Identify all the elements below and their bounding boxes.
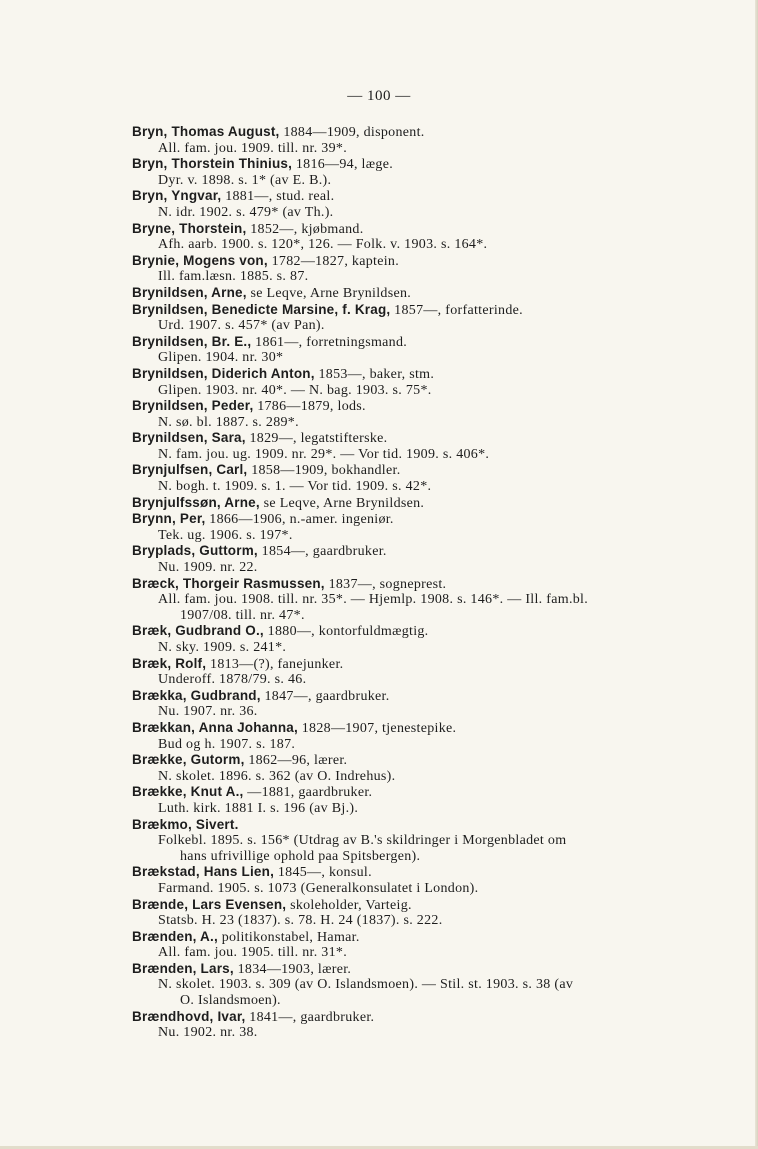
entry-name: Brækstad, Hans Lien, bbox=[132, 864, 275, 880]
entry-reference: Tek. ug. 1906. s. 197*. bbox=[158, 527, 293, 543]
entry-name: Brynildsen, Br. E., bbox=[132, 333, 252, 349]
entry-description: 1847—, gaardbruker. bbox=[260, 688, 390, 704]
entry-heading bbox=[132, 156, 722, 173]
entry-heading bbox=[132, 188, 722, 205]
entry-reference: Urd. 1907. s. 457* (av Pan). bbox=[158, 318, 325, 334]
entry-reference: N. bogh. t. 1909. s. 1. — Vor tid. 1909. s. 42*. bbox=[158, 479, 432, 495]
entry-description: 1841—, gaardbruker. bbox=[245, 1009, 375, 1025]
entry-reference: Dyr. v. 1898. s. 1* (av E. B.). bbox=[158, 172, 332, 188]
entry-reference: All. fam. jou. 1909. till. nr. 39*. bbox=[158, 140, 347, 156]
entry-name: Brynildsen, Sara, bbox=[132, 430, 246, 446]
entry-name: Bryn, Thorstein Thinius, bbox=[132, 156, 293, 172]
entry-heading bbox=[132, 576, 722, 593]
entry-name: Brynie, Mogens von, bbox=[132, 252, 268, 268]
entry-reference: Folkebl. 1895. s. 156* (Utdrag av B.'s skildringer i Morgenbladet om bbox=[158, 833, 567, 849]
entry-description: 1866—1906, n.-amer. ingeniør. bbox=[205, 512, 394, 528]
entry-name: Bræk, Rolf, bbox=[132, 655, 207, 671]
entry-description: politikonstabel, Hamar. bbox=[217, 929, 360, 945]
index-entry bbox=[132, 253, 722, 285]
index-entry bbox=[132, 366, 722, 398]
entry-heading bbox=[132, 334, 722, 351]
index-entry bbox=[132, 334, 722, 366]
entry-heading bbox=[132, 752, 722, 769]
entry-reference: N. sky. 1909. s. 241*. bbox=[158, 640, 287, 655]
entry-heading bbox=[132, 929, 722, 946]
entry-description: 1813—(?), fanejunker. bbox=[206, 656, 344, 672]
entry-heading bbox=[132, 864, 722, 881]
index-entry bbox=[132, 156, 722, 188]
entry-name: Brynjulfssøn, Arne, bbox=[132, 494, 260, 510]
entry-name: Brække, Knut A., bbox=[132, 784, 244, 800]
entry-heading bbox=[132, 495, 722, 512]
index-entry bbox=[132, 961, 722, 1009]
entry-description: se Leqve, Arne Brynildsen. bbox=[259, 495, 425, 511]
entry-reference: Underoff. 1878/79. s. 46. bbox=[158, 672, 307, 688]
index-entry bbox=[132, 817, 722, 865]
index-entry bbox=[132, 929, 722, 961]
entry-reference: Farmand. 1905. s. 1073 (Generalkonsulatet i London). bbox=[158, 880, 479, 896]
index-entry bbox=[132, 897, 722, 929]
entry-name: Brynildsen, Peder, bbox=[132, 398, 254, 414]
entry-name: Brække, Gutorm, bbox=[132, 752, 245, 768]
index-entry bbox=[132, 398, 722, 430]
entry-reference: Bud og h. 1907. s. 187. bbox=[158, 736, 296, 752]
index-entry bbox=[132, 124, 722, 156]
entry-heading bbox=[132, 720, 722, 737]
index-entry bbox=[132, 752, 722, 784]
index-entry bbox=[132, 285, 722, 302]
entry-reference: All. fam. jou. 1908. till. nr. 35*. — Hjemlp. 1908. s. 146*. — Ill. fam.bl. bbox=[158, 592, 589, 608]
entry-name: Bræk, Gudbrand O., bbox=[132, 623, 264, 639]
entry-reference: Nu. 1909. nr. 22. bbox=[158, 560, 258, 576]
entry-description: 1834—1903, lærer. bbox=[233, 961, 352, 977]
index-entry bbox=[132, 462, 722, 494]
entry-description: 1829—, legatstifterske. bbox=[245, 431, 388, 447]
entry-reference: hans ufrivillige ophold paa Spitsbergen). bbox=[180, 848, 421, 864]
entry-description: 1837—, sogneprest. bbox=[324, 576, 447, 592]
entry-description: 1816—94, læge. bbox=[292, 157, 394, 173]
entry-description: 1880—, kontorfuldmægtig. bbox=[263, 624, 429, 640]
entry-heading bbox=[132, 511, 722, 528]
entry-description: 1854—, gaardbruker. bbox=[257, 544, 387, 560]
entry-name: Brynildsen, Benedicte Marsine, f. Krag, bbox=[132, 301, 391, 317]
entry-name: Brækmo, Sivert. bbox=[132, 816, 239, 832]
page-number: — 100 — bbox=[347, 88, 411, 104]
entry-description: 1828—1907, tjenestepike. bbox=[297, 720, 457, 736]
entry-reference: Glipen. 1903. nr. 40*. — N. bag. 1903. s. 75*. bbox=[158, 382, 432, 398]
index-entry bbox=[132, 623, 722, 655]
entry-reference: Afh. aarb. 1900. s. 120*, 126. — Folk. v. 1903. s. 164*. bbox=[158, 237, 488, 253]
index-entry bbox=[132, 430, 722, 462]
entry-name: Brækka, Gudbrand, bbox=[132, 687, 261, 703]
entry-reference: N. skolet. 1896. s. 362 (av O. Indrehus). bbox=[158, 768, 396, 784]
entry-description: 1853—, baker, stm. bbox=[314, 366, 435, 382]
index-entry bbox=[132, 720, 722, 752]
index-entry bbox=[132, 656, 722, 688]
entry-description: 1786—1879, lods. bbox=[253, 399, 366, 415]
entry-reference: All. fam. jou. 1905. till. nr. 31*. bbox=[158, 945, 347, 961]
entry-heading bbox=[132, 285, 722, 302]
entry-description: 1857—, forfatterinde. bbox=[390, 302, 523, 318]
entry-heading bbox=[132, 897, 722, 914]
entry-description: skoleholder, Varteig. bbox=[286, 897, 412, 913]
entry-description: 1884—1909, disponent. bbox=[279, 125, 425, 140]
index-entry bbox=[132, 221, 722, 253]
index-entry bbox=[132, 302, 722, 334]
entry-description: 1858—1909, bokhandler. bbox=[247, 463, 401, 479]
entry-description: 1862—96, lærer. bbox=[244, 753, 348, 769]
entry-reference: Nu. 1902. nr. 38. bbox=[158, 1025, 258, 1041]
entry-heading bbox=[132, 124, 722, 141]
entry-heading bbox=[132, 688, 722, 705]
entry-heading bbox=[132, 302, 722, 319]
entry-heading bbox=[132, 961, 722, 978]
entry-heading bbox=[132, 253, 722, 270]
entry-description: se Leqve, Arne Brynildsen. bbox=[246, 285, 412, 301]
entry-name: Bryn, Yngvar, bbox=[132, 188, 222, 204]
entry-reference: O. Islandsmoen). bbox=[180, 993, 281, 1009]
entry-heading bbox=[132, 784, 722, 801]
entry-reference: Luth. kirk. 1881 I. s. 196 (av Bj.). bbox=[158, 800, 359, 816]
entry-description: 1852—, kjøbmand. bbox=[246, 221, 364, 237]
index-entry bbox=[132, 864, 722, 896]
entry-name: Brændhovd, Ivar, bbox=[132, 1008, 246, 1024]
entry-reference: Ill. fam.læsn. 1885. s. 87. bbox=[158, 269, 309, 285]
entry-name: Brækkan, Anna Johanna, bbox=[132, 719, 298, 735]
entry-heading bbox=[132, 1009, 722, 1026]
index-entries bbox=[132, 124, 722, 1041]
entry-heading bbox=[132, 543, 722, 560]
entry-name: Bryplads, Guttorm, bbox=[132, 543, 258, 559]
entry-reference: Glipen. 1904. nr. 30* bbox=[158, 350, 284, 366]
entry-heading bbox=[132, 221, 722, 238]
index-entry bbox=[132, 511, 722, 543]
entry-description: —1881, gaardbruker. bbox=[243, 785, 373, 801]
entry-name: Brynn, Per, bbox=[132, 511, 206, 527]
index-entry bbox=[132, 1009, 722, 1041]
entry-description: 1782—1827, kaptein. bbox=[267, 253, 400, 269]
entry-description: 1845—, konsul. bbox=[274, 865, 372, 881]
entry-reference: 1907/08. till. nr. 47*. bbox=[180, 607, 305, 623]
index-entry bbox=[132, 784, 722, 816]
entry-heading bbox=[132, 398, 722, 415]
entry-heading bbox=[132, 366, 722, 383]
entry-reference: N. fam. jou. ug. 1909. nr. 29*. — Vor tid. 1909. s. 406*. bbox=[158, 446, 490, 462]
entry-reference: N. idr. 1902. s. 479* (av Th.). bbox=[158, 204, 334, 220]
entry-name: Brynildsen, Arne, bbox=[132, 284, 247, 300]
index-entry bbox=[132, 576, 722, 624]
index-entry bbox=[132, 688, 722, 720]
entry-name: Brynildsen, Diderich Anton, bbox=[132, 365, 315, 381]
entry-description: 1861—, forretningsmand. bbox=[251, 334, 408, 350]
entry-name: Brænden, A., bbox=[132, 928, 218, 944]
entry-name: Bræck, Thorgeir Rasmussen, bbox=[132, 575, 325, 591]
entry-heading bbox=[132, 656, 722, 673]
entry-description: 1881—, stud. real. bbox=[221, 189, 335, 205]
entry-reference: Nu. 1907. nr. 36. bbox=[158, 704, 258, 720]
entry-name: Bryn, Thomas August, bbox=[132, 124, 280, 139]
entry-heading bbox=[132, 623, 722, 640]
entry-heading bbox=[132, 430, 722, 447]
entry-name: Brænde, Lars Evensen, bbox=[132, 896, 287, 912]
entry-name: Bryne, Thorstein, bbox=[132, 220, 247, 236]
entry-heading bbox=[132, 462, 722, 479]
entry-reference: N. sø. bl. 1887. s. 289*. bbox=[158, 414, 299, 430]
entry-reference: Statsb. H. 23 (1837). s. 78. H. 24 (1837). s. 222. bbox=[158, 913, 443, 929]
entry-reference: N. skolet. 1903. s. 309 (av O. Islandsmoen). — Stil. st. 1903. s. 38 (av bbox=[158, 977, 574, 993]
index-entry bbox=[132, 188, 722, 220]
index-entry bbox=[132, 495, 722, 512]
entry-name: Brænden, Lars, bbox=[132, 960, 234, 976]
entry-name: Brynjulfsen, Carl, bbox=[132, 462, 248, 478]
index-entry bbox=[132, 543, 722, 575]
entry-heading bbox=[132, 817, 722, 834]
